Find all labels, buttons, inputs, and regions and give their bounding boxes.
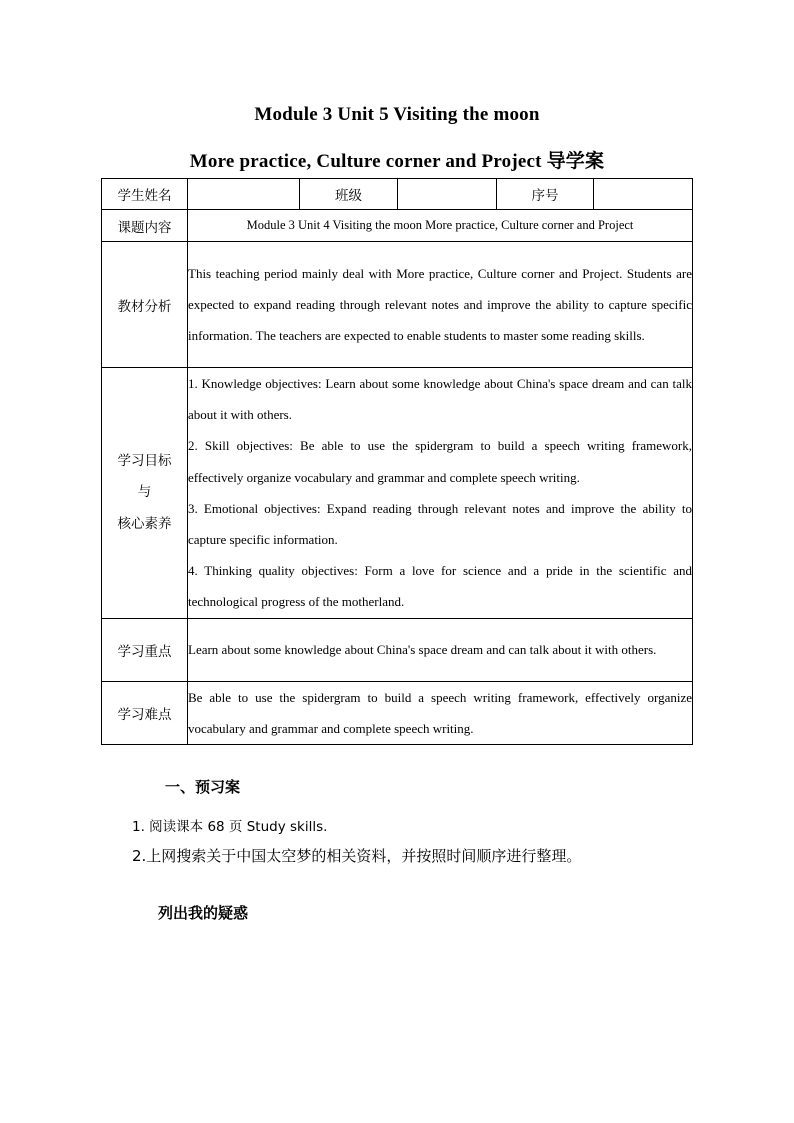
- class-field[interactable]: [398, 179, 497, 210]
- doubts-section-heading: 列出我的疑惑: [158, 904, 249, 922]
- document-subtitle: More practice, Culture corner and Project 导学案: [189, 151, 605, 172]
- analysis-label: 教材分析: [102, 242, 188, 368]
- objective-knowledge: 1. Knowledge objectives: Learn about some knowledge about China's space dream and can talk about it with others.: [188, 376, 692, 423]
- objectives-value: [188, 368, 693, 619]
- preview-task-1: 1. 阅读课本 68 页 Study skills.: [132, 819, 328, 835]
- objectives-label-line3: 核心素养: [117, 515, 172, 532]
- objectives-row: [102, 368, 693, 619]
- key-points-row: [102, 618, 693, 681]
- difficult-points-value: Be able to use the spidergram to build a speech writing framework, effectively organize vocabulary and grammar and complete speech writing.: [188, 681, 693, 744]
- preview-task-2: 2.上网搜索关于中国太空梦的相关资料，并按照时间顺序进行整理。: [132, 847, 582, 865]
- number-label: 序号: [497, 179, 594, 210]
- student-name-field[interactable]: [188, 179, 300, 210]
- key-points-label: 学习重点: [102, 618, 188, 681]
- topic-value: Module 3 Unit 4 Visiting the moon More practice, Culture corner and Project: [188, 210, 693, 242]
- class-label: 班级: [300, 179, 398, 210]
- key-points-value: Learn about some knowledge about China's space dream and can talk about it with others.: [188, 618, 693, 681]
- objective-thinking: 4. Thinking quality objectives: Form a love for science and a pride in the scientific and technological progress of the motherland.: [188, 563, 692, 610]
- topic-row: [102, 210, 693, 242]
- objective-emotional: 3. Emotional objectives: Expand reading through relevant notes and improve the ability to capture specific information.: [188, 500, 692, 548]
- analysis-row: [102, 242, 693, 368]
- objective-skill: 2. Skill objectives: Be able to use the spidergram to build a speech writing framework, effectively organize vocabulary and grammar and complete speech writing.: [188, 438, 692, 485]
- info-row: [102, 179, 693, 210]
- document-title: Module 3 Unit 5 Visiting the moon: [254, 104, 540, 125]
- objectives-label: [102, 368, 188, 619]
- objectives-label-line2: 与: [137, 484, 152, 501]
- student-name-label: 学生姓名: [102, 179, 188, 210]
- difficult-points-label: 学习难点: [102, 681, 188, 744]
- lesson-plan-table: [101, 178, 693, 745]
- number-field[interactable]: [594, 179, 693, 210]
- objectives-label-line1: 学习目标: [117, 452, 172, 469]
- preview-section-heading: 一、预习案: [165, 778, 241, 796]
- analysis-value: This teaching period mainly deal with More practice, Culture corner and Project. Students are expected to expand reading through relevant notes and improve the ability to capture specific information. The teachers are expected to enable students to master some reading skills.: [188, 242, 693, 368]
- topic-label: 课题内容: [102, 210, 188, 242]
- difficult-points-row: [102, 681, 693, 744]
